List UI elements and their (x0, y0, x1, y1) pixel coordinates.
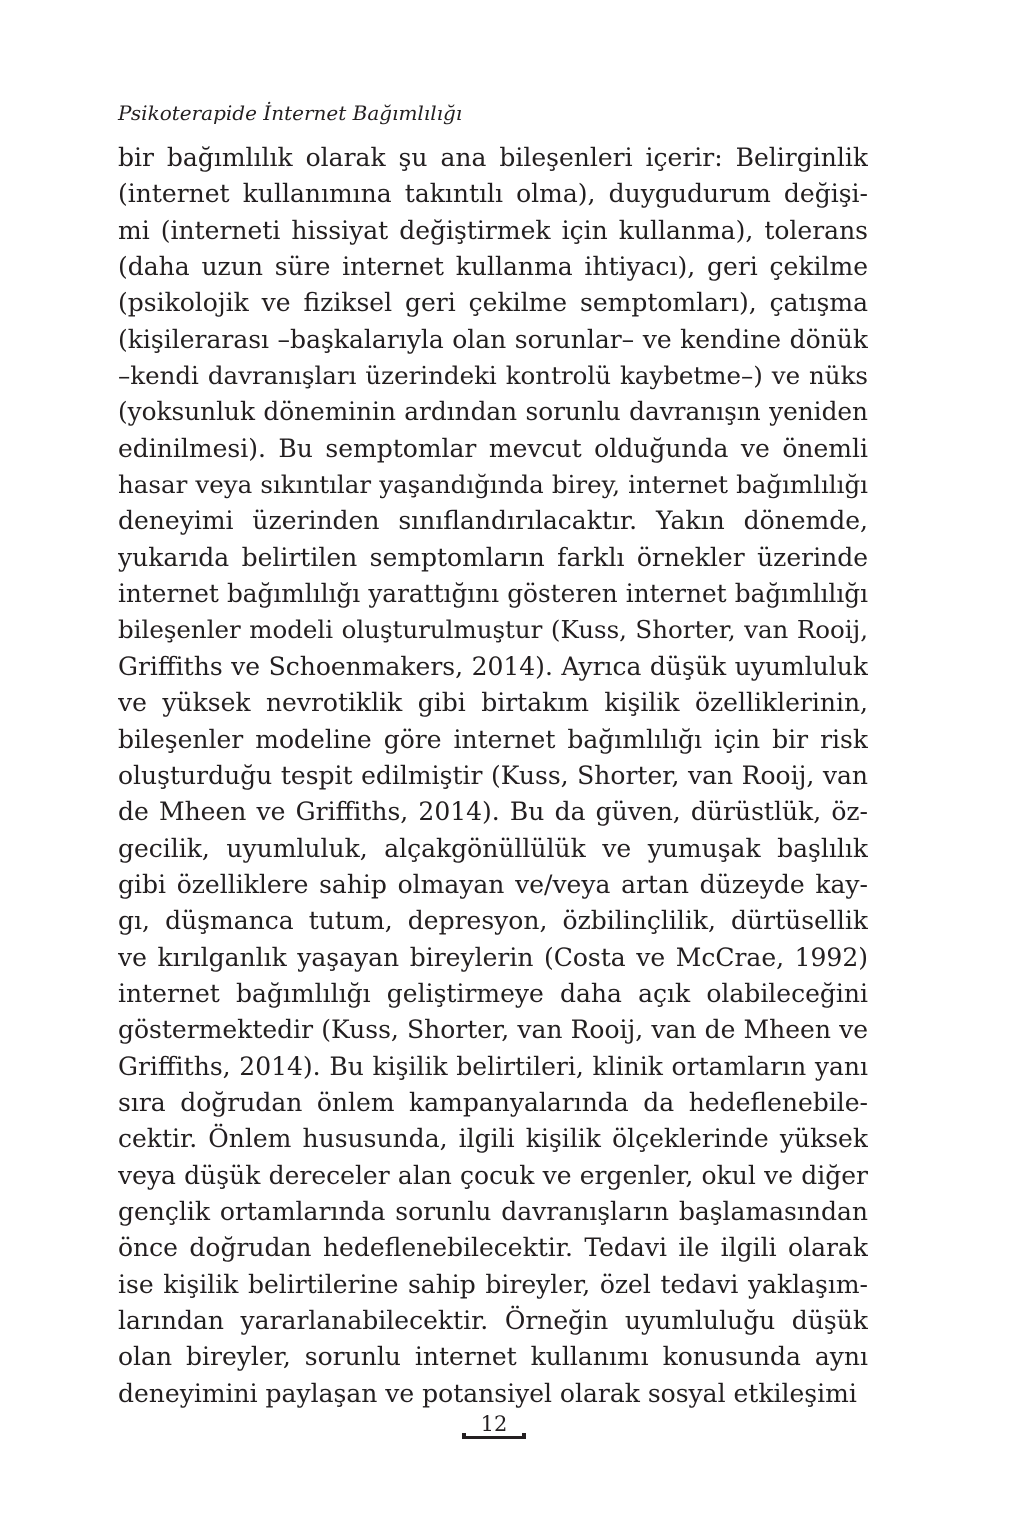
running-header: Psikoterapide İnternet Bağımlılığı (118, 101, 463, 125)
text-line: veya düşük dereceler alan çocuk ve ergenler, okul ve diğer (118, 1160, 868, 1190)
text-line: olan bireyler, sorunlu internet kullanımı konusunda aynı (118, 1342, 868, 1372)
text-line: ise kişilik belirtilerine sahip bireyler, özel tedavi yaklaşım- (118, 1269, 868, 1299)
text-line: ve kırılganlık yaşayan bireylerin (Costa ve McCrae, 1992) (118, 942, 868, 972)
text-line: yukarıda belirtilen semptomların farklı örnekler üzerinde (118, 542, 868, 572)
text-line: ve yüksek nevrotiklik gibi birtakım kişilik özelliklerinin, (118, 688, 868, 718)
text-line: gibi özelliklere sahip olmayan ve/veya artan düzeyde kay- (118, 869, 868, 899)
text-line: önce doğrudan hedeflenebilecektir. Tedavi ile ilgili olarak (118, 1233, 868, 1263)
text-line: cektir. Önlem hususunda, ilgili kişilik ölçeklerinde yüksek (118, 1124, 868, 1154)
text-line: gı, düşmanca tutum, depresyon, özbilinçlilik, dürtüsellik (118, 906, 868, 936)
text-line: –kendi davranışları üzerindeki kontrolü kaybetme–) ve nüks (118, 361, 868, 391)
text-line: deneyimi üzerinden sınıflandırılacaktır. Yakın dönemde, (118, 506, 868, 536)
text-line: gençlik ortamlarında sorunlu davranışların başlamasından (118, 1196, 868, 1226)
text-line: larından yararlanabilecektir. Örneğin uyumluluğu düşük (118, 1306, 868, 1335)
text-line: mi (interneti hissiyat değiştirmek için kullanma), tolerans (118, 215, 868, 245)
text-line: (daha uzun süre internet kullanma ihtiyacı), geri çekilme (118, 252, 868, 282)
text-line: (psikolojik ve fiziksel geri çekilme semptomları), çatışma (118, 288, 868, 318)
text-line: Griffiths ve Schoenmakers, 2014). Ayrıca düşük uyumluluk (118, 651, 868, 681)
text-line: göstermektedir (Kuss, Shorter, van Rooij, van de Mheen ve (118, 1015, 868, 1045)
text-line: bir bağımlılık olarak şu ana bileşenleri içerir: Belirginlik (118, 143, 868, 172)
text-line: internet bağımlılığı geliştirmeye daha açık olabileceğini (118, 978, 868, 1008)
text-line: (kişilerarası –başkalarıyla olan sorunlar– ve kendine dönük (118, 324, 868, 354)
text-line: Griffiths, 2014). Bu kişilik belirtileri, klinik ortamların yanı (118, 1051, 868, 1081)
text-line: (internet kullanımına takıntılı olma), duygudurum değişi- (118, 179, 868, 209)
text-line: oluşturduğu tespit edilmiştir (Kuss, Shorter, van Rooij, van (118, 760, 868, 790)
body-paragraph (118, 140, 868, 1412)
text-line: bileşenler modeline göre internet bağımlılığı için bir risk (118, 724, 868, 754)
page-number-rule (462, 1436, 526, 1439)
text-line: (yoksunluk döneminin ardından sorunlu davranışın yeniden (118, 397, 868, 427)
text-line: hasar veya sıkıntılar yaşandığında birey, internet bağımlılığı (118, 470, 868, 500)
text-line: deneyimini paylaşan ve potansiyel olarak sosyal etkileşimi (118, 1378, 857, 1408)
text-line: bileşenler modeli oluşturulmuştur (Kuss, Shorter, van Rooij, (118, 615, 868, 645)
text-line: edinilmesi). Bu semptomlar mevcut olduğunda ve önemli (118, 433, 868, 463)
page-number: 12 (480, 1412, 508, 1436)
text-line: gecilik, uyumluluk, alçakgönüllülük ve yumuşak başlılık (118, 833, 868, 863)
page-footer (462, 1412, 526, 1442)
text-line: sıra doğrudan önlem kampanyalarında da hedeflenebile- (118, 1087, 868, 1117)
text-line: de Mheen ve Griffiths, 2014). Bu da güven, dürüstlük, öz- (118, 797, 868, 827)
text-line: internet bağımlılığı yarattığını gösteren internet bağımlılığı (118, 579, 868, 609)
